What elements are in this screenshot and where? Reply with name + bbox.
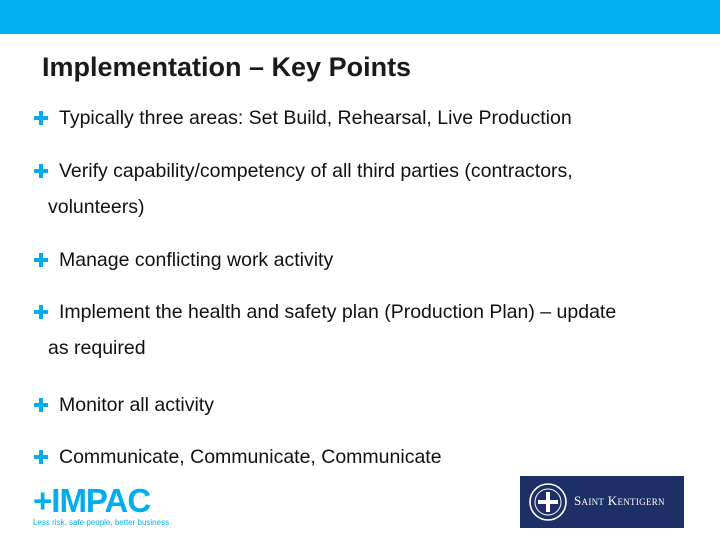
slide-title: Implementation – Key Points xyxy=(42,52,412,82)
bullet-text: Communicate, Communicate, Communicate xyxy=(59,446,442,468)
bullet-text-continued: volunteers) xyxy=(48,196,145,218)
bullet-text: Verify capability/competency of all third parties (contractors, xyxy=(59,160,573,182)
bullet-text: Manage conflicting work activity xyxy=(59,249,334,271)
plus-icon xyxy=(34,164,48,178)
bullet-text: Typically three areas: Set Build, Rehearsal, Live Production xyxy=(59,107,572,129)
plus-icon xyxy=(34,111,48,125)
bullet-item xyxy=(34,153,714,225)
bullet-text: Monitor all activity xyxy=(59,394,214,416)
impac-logo xyxy=(33,484,183,530)
top-accent-bar xyxy=(0,0,720,34)
bullet-item xyxy=(34,242,714,278)
bullet-text-continued: as required xyxy=(48,337,146,359)
bullet-item xyxy=(34,294,714,366)
impac-logo-mark: +IMPAC xyxy=(33,482,151,519)
plus-icon xyxy=(34,398,48,412)
plus-icon xyxy=(34,305,48,319)
saint-kentigern-wordmark: Saint Kentigern xyxy=(574,493,665,508)
impac-logo-tagline: Less risk, safe people, better business xyxy=(33,518,170,527)
bullet-item xyxy=(34,439,714,475)
plus-icon xyxy=(34,253,48,267)
bullet-text: Implement the health and safety plan (Production Plan) – update xyxy=(59,301,617,323)
bullet-item xyxy=(34,387,714,423)
plus-icon xyxy=(34,450,48,464)
saint-kentigern-logo xyxy=(520,476,684,528)
bullet-item xyxy=(34,100,714,136)
saint-kentigern-seal-icon xyxy=(528,482,568,522)
